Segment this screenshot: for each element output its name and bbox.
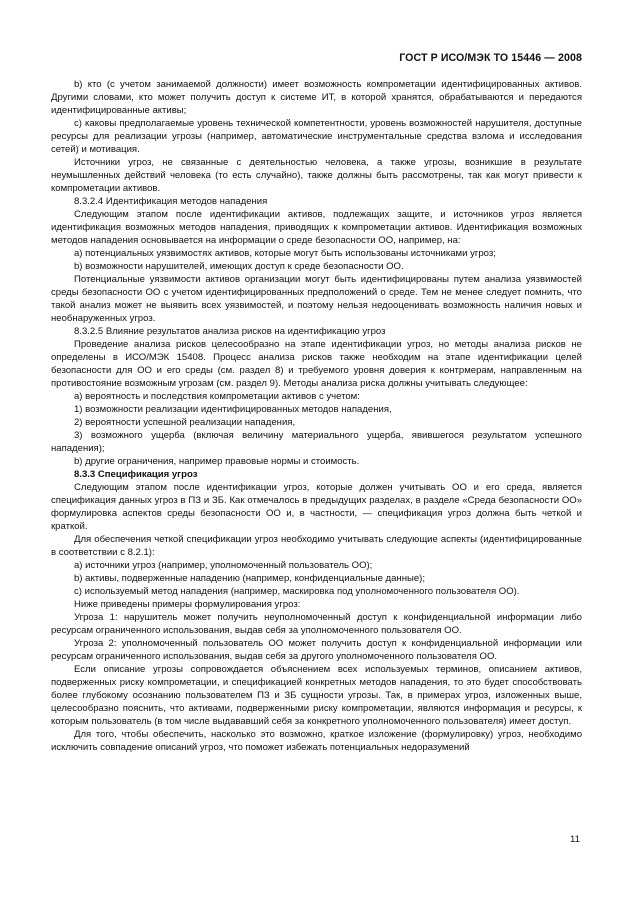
- document-header: ГОСТ Р ИСО/МЭК ТО 15446 — 2008: [399, 52, 582, 64]
- paragraph-threat-2: Угроза 2: уполномоченный пользователь ОО может получить доступ к конфиденциальной информации или ресурсам ограниченного использования, выдав себя за другого уполномоченного пользователя ОО.: [51, 638, 582, 662]
- paragraph-brevity: Для того, чтобы обеспечить, насколько это возможно, краткое изложение (формулировку) угроз, необходимо исключить совпадение описаний угроз, что поможет избежать потенциальных недоразумений: [51, 729, 582, 753]
- paragraph-attack-methods: Следующим этапом после идентификации активов, подлежащих защите, и источников угроз является идентификация возможных методов нападения, приводящих к компрометации активов. Идентификация возможных методов нападения основывается на информации о среде безопасности ОО, например, на:: [51, 209, 582, 246]
- list-item-a-probability: a) вероятность и последствия компрометации активов с учетом:: [74, 391, 360, 402]
- list-item-b-constraints: b) другие ограничения, например правовые нормы и стоимость.: [74, 456, 360, 467]
- paragraph-examples-intro: Ниже приведены примеры формулирования угроз:: [74, 599, 301, 610]
- paragraph-non-human-threats: Источники угроз, не связанные с деятельностью человека, а также угрозы, возникшие в результате неумышленных действий человека (то есть случайно), также должны быть рассмотрены, так как могут привести к компрометации активов.: [51, 157, 582, 194]
- paragraph-risk-analysis: Проведение анализа рисков целесообразно на этапе идентификации угроз, но методы анализа рисков не определены в ИСО/МЭК 15408. Процесс анализа рисков также необходим на этапе идентификации целей безопасности для ОО и его среды (см. раздел 8) и требуемого уровня доверия к контрмерам, направленным на противостояние возможным угрозам (см. раздел 9). Методы анализа риска должны учитывать следующее:: [51, 339, 582, 389]
- paragraph-threat-spec: Следующим этапом после идентификации угроз, которые должен учитывать ОО и его среда, является спецификация данных угроз в ПЗ и ЗБ. Как отмечалось в предыдущих разделах, в разделе «Среда безопасности ОО» формулировка аспектов среды безопасности ОО и, в частности, — спецификация угроз должна быть четкой и краткой.: [51, 482, 582, 532]
- list-item-a-sources: a) источники угроз (например, уполномоченный пользователь ОО);: [74, 560, 373, 571]
- paragraph-vulnerability-analysis: Потенциальные уязвимости активов организации могут быть идентифицированы путем анализа уязвимостей среды безопасности ОО с учетом идентифицированных предположений о среде. Тем не менее следует помнить, что такой анализ может не выявить всех уязвимостей, и поэтому нельзя недооценивать возможность наличия новых и необнаруженных угроз.: [51, 274, 582, 324]
- list-item-b-assets: b) активы, подверженные нападению (например, конфиденциальные данные);: [74, 573, 425, 584]
- paragraph-b-who-may-compromise: b) кто (с учетом занимаемой должности) имеет возможность компрометации идентифицированных активов. Другими словами, кто может получить доступ к системе ИТ, в которой хранятся, обрабатываются и передаются идентифицированные активы;: [51, 79, 582, 116]
- section-heading-8-3-2-4: 8.3.2.4 Идентификация методов нападения: [74, 196, 268, 207]
- paragraph-spec-aspects: Для обеспечения четкой спецификации угроз необходимо учитывать следующие аспекты (идентифицированные в соответствии с 8.2.1):: [51, 534, 582, 558]
- list-item-c-method: c) используемый метод нападения (например, маскировка под уполномоченного пользователя ОО).: [74, 586, 520, 597]
- page-number: 11: [570, 834, 580, 845]
- list-item-2-success: 2) вероятности успешной реализации нападения,: [74, 417, 296, 428]
- section-heading-8-3-2-5: 8.3.2.5 Влияние результатов анализа рисков на идентификацию угроз: [74, 326, 386, 337]
- paragraph-threat-explanation: Если описание угрозы сопровождается объяснением всех используемых терминов, описанием активов, подверженных риску компрометации, и спецификацией конкретных методов нападения, то это будет способствовать более глубокому осознанию пользователем ПЗ и ЗБ сущности угрозы. Так, в примерах угроз, изложенных выше, целесообразно пояснить, что активами, подверженными риску компрометации, являются информация и ресурсы, к которым пользователь (в том числе выдававший себя за конкретного уполномоченного пользователя) имеет доступ.: [51, 664, 582, 727]
- document-body: [51, 78, 582, 754]
- list-item-3-damage: 3) возможного ущерба (включая величину материального ущерба, явившегося результатом успешного нападения);: [51, 430, 582, 454]
- section-heading-8-3-3: 8.3.3 Спецификация угроз: [74, 469, 198, 480]
- paragraph-threat-1: Угроза 1: нарушитель может получить неуполномоченный доступ к конфиденциальной информации либо ресурсам ограниченного использования, выдав себя за уполномоченного пользователя ОО.: [51, 612, 582, 636]
- list-item-b-attackers: b) возможности нарушителей, имеющих доступ к среде безопасности ОО.: [74, 261, 404, 272]
- list-item-a-vulnerabilities: a) потенциальных уязвимостях активов, которые могут быть использованы источниками угроз;: [74, 248, 496, 259]
- list-item-1-possibility: 1) возможности реализации идентифицированных методов нападения,: [74, 404, 392, 415]
- paragraph-c-competence: c) каковы предполагаемые уровень технической компетентности, уровень возможностей нарушителя, доступные ресурсы для реализации угрозы (например, автоматические инструментальные средства взлома и исследования сетей) и мотивация.: [51, 118, 582, 155]
